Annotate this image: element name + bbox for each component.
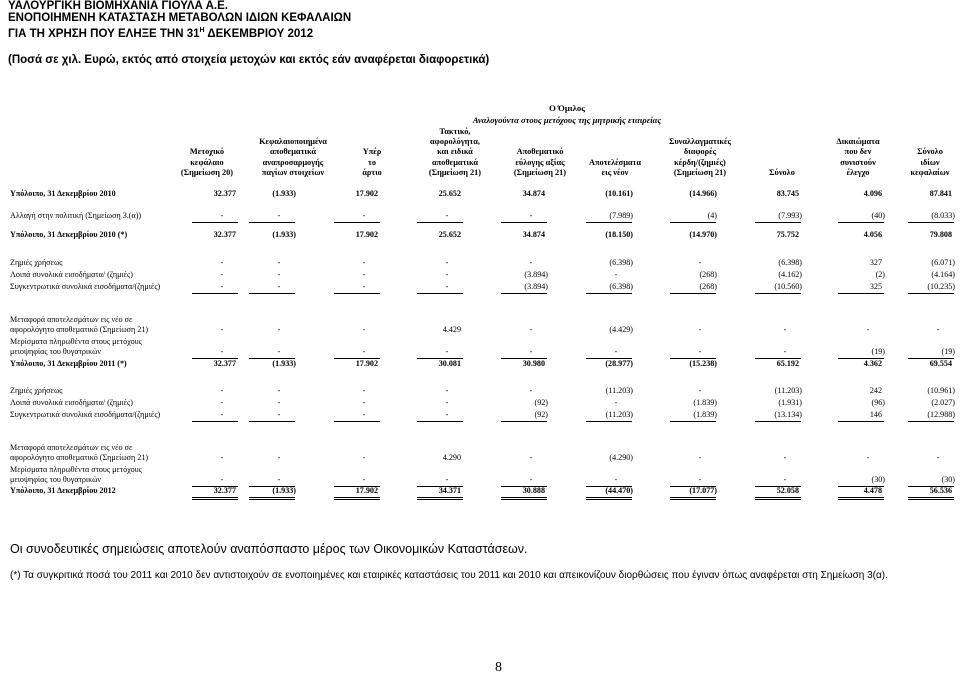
row-value: (2): [875, 270, 885, 279]
row-label-line: Υπόλοιπο, 31 Δεκεμβρίου 2012: [10, 486, 116, 495]
total-double-rule: [838, 497, 884, 498]
row-value: -: [445, 398, 449, 407]
row-value: -: [698, 347, 702, 356]
row-label-line: αφορολόγητο αποθεματικό (Σημείωση 21): [10, 325, 149, 334]
row-label-line: Ζημιές χρήσεως: [10, 258, 63, 267]
row-value: 32.377: [213, 359, 236, 368]
row-value: -: [936, 325, 940, 334]
row-value: (8.033): [931, 211, 955, 220]
row-value: 69.554: [929, 359, 952, 368]
row-value: (1.839): [693, 398, 717, 407]
row-value: (4): [707, 211, 717, 220]
column-header-line: παγίων στοιχείων: [261, 167, 325, 177]
row-value: 32.377: [213, 486, 236, 495]
subtotal-rule: [249, 222, 295, 223]
row-value: -: [698, 258, 702, 267]
row-value: (268): [699, 282, 717, 291]
column-header-line: που δεν: [844, 147, 872, 157]
row-label-line: Μεταφορά αποτελεσμάτων εις νέο σε: [10, 315, 133, 324]
row-value: (92): [534, 398, 548, 407]
row-value: -: [220, 347, 224, 356]
subtotal-rule: [192, 293, 238, 294]
column-header: [181, 147, 233, 178]
row-value: (268): [699, 270, 717, 279]
row-label-line: Αλλαγή στην πολιτική (Σημείωση 3.(α)): [10, 211, 142, 220]
row-value: (4.429): [609, 325, 633, 334]
row-value: (10.961): [927, 386, 955, 395]
column-header-line: συνιστούν: [840, 157, 876, 167]
column-header-line: εις νέον: [601, 167, 629, 177]
subtotal-rule: [908, 421, 954, 422]
row-value: 4.362: [863, 359, 882, 368]
column-header-line: (Σημείωση 21): [513, 167, 567, 177]
statement-title: ΕΝΟΠΟΙΗΜΕΝΗ ΚΑΤΑΣΤΑΣΗ ΜΕΤΑΒΟΛΩΝ ΙΔΙΩΝ ΚΕΦΑΛΑΙΩΝ: [8, 12, 352, 24]
column-header-line: Αποτελέσματα: [589, 157, 641, 167]
subtotal-rule: [838, 293, 884, 294]
row-value: (11.203): [774, 386, 802, 395]
row-value: (1.931): [778, 398, 802, 407]
row-label: [10, 465, 142, 485]
total-double-rule: [501, 499, 547, 500]
column-header-line: Υπέρ: [362, 147, 382, 157]
total-double-rule: [334, 497, 380, 498]
row-value: -: [614, 475, 618, 484]
row-label-line: Συγκεντρωτικά συνολικά εισοδήματα/(ζημιές): [10, 410, 161, 419]
column-header: [669, 137, 731, 178]
row-value: (1.933): [272, 359, 296, 368]
row-value: -: [445, 270, 449, 279]
row-value: -: [783, 475, 787, 484]
row-value: -: [277, 211, 281, 220]
row-value: (12.988): [927, 410, 955, 419]
row-label-line: Λοιπά συνολικά εισοδήματα/ (ζημιές): [10, 398, 133, 407]
row-value: 32.377: [213, 189, 236, 198]
row-value: -: [698, 475, 702, 484]
total-double-rule: [670, 499, 716, 500]
row-value: -: [529, 386, 533, 395]
subtotal-rule: [755, 293, 801, 294]
row-value: -: [362, 475, 366, 484]
row-label-line: μειοψηφίας του θυγατρικών: [10, 475, 102, 484]
row-value: -: [277, 347, 281, 356]
total-double-rule: [908, 497, 954, 498]
column-header: [514, 147, 566, 178]
row-label-line: Ζημιές χρήσεως: [10, 386, 63, 395]
total-double-rule: [192, 499, 238, 500]
period-title-main: ΓΙΑ ΤΗ ΧΡΗΣΗ ΠΟΥ ΕΛΗΞΕ ΤΗΝ 31: [8, 27, 200, 40]
row-label: [10, 258, 62, 268]
row-value: -: [783, 325, 787, 334]
row-value: -: [362, 270, 366, 279]
row-value: -: [220, 453, 224, 462]
row-value: (7.993): [778, 211, 802, 220]
row-value: -: [220, 475, 224, 484]
row-value: 327: [869, 258, 882, 267]
row-value: (3.894): [524, 282, 548, 291]
row-value: -: [362, 410, 366, 419]
row-label-line: Λοιπά συνολικά εισοδήματα/ (ζημιές): [10, 270, 133, 279]
column-header-line: κεφαλαίων: [910, 167, 950, 177]
subtotal-rule: [334, 293, 380, 294]
row-value: (17.077): [689, 486, 717, 495]
row-value: 56.536: [929, 486, 952, 495]
column-header: [769, 168, 795, 178]
row-value: (30): [871, 475, 885, 484]
column-header-line: (Σημείωση 20): [180, 167, 234, 177]
row-label-line: μειοψηφίας του θυγατρικών: [10, 347, 102, 356]
row-value: 17.902: [355, 486, 378, 495]
column-header-line: (Σημείωση 21): [428, 167, 482, 177]
row-value: -: [362, 347, 366, 356]
row-value: -: [445, 386, 449, 395]
row-value: -: [698, 386, 702, 395]
column-header: [362, 147, 382, 178]
row-value: (10.560): [774, 282, 802, 291]
total-double-rule: [755, 497, 801, 498]
row-value: -: [362, 386, 366, 395]
row-value: -: [277, 453, 281, 462]
group-subtitle: Αναλογούντα στους μετόχους της μητρικής εταιρείας: [472, 115, 662, 125]
row-value: (14.970): [689, 230, 717, 239]
row-value: 146: [869, 410, 882, 419]
row-value: (40): [871, 211, 885, 220]
row-value: -: [698, 325, 702, 334]
subtotal-rule: [192, 421, 238, 422]
row-value: -: [529, 475, 533, 484]
row-value: (6.398): [609, 258, 633, 267]
row-value: 4.096: [863, 189, 882, 198]
row-value: -: [445, 258, 449, 267]
row-label-line: Συγκεντρωτικά συνολικά εισοδήματα/(ζημιές): [10, 282, 161, 291]
row-value: (6.071): [931, 258, 955, 267]
column-header: [836, 137, 879, 178]
row-label: [10, 230, 127, 240]
subtotal-rule: [501, 293, 547, 294]
subtotal-rule: [838, 222, 884, 223]
row-value: 83.745: [776, 189, 799, 198]
period-title-tail: ΔΕΚΕΜΒΡΙΟΥ 2012: [207, 27, 314, 40]
row-value: -: [362, 398, 366, 407]
column-header-line: κέρδη/(ζημιές): [674, 157, 726, 167]
total-double-rule: [586, 497, 632, 498]
column-header-line: διαφορές: [683, 147, 717, 157]
row-label: [10, 315, 148, 335]
column-header-line: έλεγχο: [846, 167, 870, 177]
column-header-line: Συναλλαγματικές: [668, 137, 732, 147]
row-value: 34.874: [522, 230, 545, 239]
row-value: (1.839): [693, 410, 717, 419]
row-value: -: [445, 282, 449, 291]
row-value: 4.290: [442, 453, 461, 462]
subtotal-rule: [249, 421, 295, 422]
total-double-rule: [417, 499, 463, 500]
column-header-line: (Σημείωση 21): [673, 167, 727, 177]
row-value: 242: [869, 386, 882, 395]
row-value: 4.056: [863, 230, 882, 239]
row-value: 34.371: [438, 486, 461, 495]
row-value: -: [445, 211, 449, 220]
row-value: -: [220, 325, 224, 334]
column-header-line: εύλογης αξίας: [515, 157, 565, 167]
row-value: -: [220, 270, 224, 279]
row-label-line: Υπόλοιπο, 31 Δεκεμβρίου 2011 (*): [10, 359, 127, 368]
row-label-line: Μεταφορά αποτελεσμάτων εις νέο σε: [10, 443, 133, 452]
subtotal-rule: [417, 293, 463, 294]
row-value: -: [362, 282, 366, 291]
row-value: 79.808: [929, 230, 952, 239]
subtotal-rule: [755, 421, 801, 422]
subtotal-rule: [586, 222, 632, 223]
subtotal-rule: [670, 222, 716, 223]
row-value: 65.192: [776, 359, 799, 368]
row-label: [10, 337, 142, 357]
row-value: (4.164): [931, 270, 955, 279]
subtotal-rule: [586, 293, 632, 294]
row-value: 17.902: [355, 359, 378, 368]
row-value: -: [529, 211, 533, 220]
row-value: -: [445, 475, 449, 484]
row-label-line: Υπόλοιπο, 31 Δεκεμβρίου 2010 (*): [10, 230, 128, 239]
row-value: (7.989): [609, 211, 633, 220]
row-value: -: [220, 398, 224, 407]
subtotal-rule: [908, 222, 954, 223]
row-value: (96): [871, 398, 885, 407]
total-double-rule: [249, 499, 295, 500]
row-value: (28.977): [605, 359, 633, 368]
subtotal-rule: [417, 222, 463, 223]
subtotal-rule: [334, 222, 380, 223]
column-header-line: αποθεματικά: [270, 147, 316, 157]
row-value: -: [362, 211, 366, 220]
row-value: (6.398): [609, 282, 633, 291]
column-header-line: Κεφαλαιοποιημένα: [259, 137, 327, 147]
row-value: (1.933): [272, 189, 296, 198]
total-double-rule: [192, 497, 238, 498]
row-value: -: [220, 410, 224, 419]
subtotal-rule: [908, 293, 954, 294]
subtotal-rule: [192, 222, 238, 223]
row-value: -: [220, 282, 224, 291]
total-double-rule: [249, 497, 295, 498]
row-label-line: Μερίσματα πληρωθέντα στους μετόχους: [10, 337, 142, 346]
row-value: -: [614, 347, 618, 356]
column-header-line: Δικαιώματα: [836, 137, 880, 147]
row-value: -: [445, 347, 449, 356]
row-value: -: [698, 453, 702, 462]
column-header: [589, 158, 641, 178]
row-label: [10, 189, 116, 199]
row-value: 4.478: [863, 486, 882, 495]
row-value: -: [614, 270, 618, 279]
row-value: (13.134): [774, 410, 802, 419]
row-value: (2.027): [931, 398, 955, 407]
row-value: (44.470): [605, 486, 633, 495]
total-double-rule: [501, 497, 547, 498]
row-value: 325: [869, 282, 882, 291]
row-value: (3.894): [524, 270, 548, 279]
row-value: 30.888: [522, 486, 545, 495]
row-value: (19): [941, 347, 955, 356]
column-header: [429, 127, 481, 178]
row-value: -: [277, 398, 281, 407]
total-double-rule: [838, 499, 884, 500]
row-value: 30.980: [522, 359, 545, 368]
row-value: -: [362, 258, 366, 267]
column-header-line: αφορολόγητα,: [430, 137, 480, 147]
row-value: (18.150): [605, 230, 633, 239]
column-header-line: Μετοχικό: [189, 147, 225, 157]
row-value: 17.902: [355, 189, 378, 198]
row-label-line: Μερίσματα πληρωθέντα στους μετόχους: [10, 465, 142, 474]
row-label: [10, 386, 62, 396]
row-value: -: [277, 325, 281, 334]
row-value: (19): [871, 347, 885, 356]
row-label-line: αφορολόγητο αποθεματικό (Σημείωση 21): [10, 453, 149, 462]
row-label: [10, 270, 133, 280]
row-value: 75.752: [776, 230, 799, 239]
row-value: 4.429: [442, 325, 461, 334]
subtotal-rule: [755, 222, 801, 223]
row-label: [10, 398, 133, 408]
subtotal-rule: [838, 421, 884, 422]
subtotal-rule: [670, 421, 716, 422]
row-value: 32.377: [213, 230, 236, 239]
row-label: [10, 410, 160, 420]
row-value: 30.081: [438, 359, 461, 368]
row-value: (30): [941, 475, 955, 484]
column-header-line: κεφάλαιο: [190, 157, 224, 167]
subtotal-rule: [501, 421, 547, 422]
column-header-line: το: [368, 157, 376, 167]
total-double-rule: [586, 499, 632, 500]
total-double-rule: [417, 497, 463, 498]
subtotal-rule: [670, 293, 716, 294]
column-header-line: Σύνολο: [917, 147, 943, 157]
row-value: (1.933): [272, 486, 296, 495]
column-header-line: αποθεματικά: [432, 157, 478, 167]
period-title-sup: Η: [199, 27, 205, 34]
row-label: [10, 486, 116, 496]
total-double-rule: [670, 497, 716, 498]
row-label: [10, 211, 141, 221]
row-value: -: [277, 258, 281, 267]
row-value: (11.203): [605, 386, 633, 395]
row-value: (15.238): [689, 359, 717, 368]
row-value: -: [277, 270, 281, 279]
row-value: 34.874: [522, 189, 545, 198]
row-value: (1.933): [272, 230, 296, 239]
subtotal-rule: [417, 421, 463, 422]
row-value: -: [220, 211, 224, 220]
row-value: -: [445, 410, 449, 419]
group-title: Ο Όμιλος: [548, 103, 586, 113]
row-value: (11.203): [605, 410, 633, 419]
column-header-line: αναπροσαρμογής: [262, 157, 324, 167]
row-value: (4.290): [609, 453, 633, 462]
row-value: -: [220, 386, 224, 395]
row-label-line: Υπόλοιπο, 31 Δεκεμβρίου 2010: [10, 189, 116, 198]
row-value: -: [529, 258, 533, 267]
column-header: [259, 137, 327, 178]
total-double-rule: [755, 499, 801, 500]
row-value: -: [277, 475, 281, 484]
row-value: -: [529, 347, 533, 356]
units-note: (Ποσά σε χιλ. Ευρώ, εκτός από στοιχεία μετοχών και εκτός εάν αναφέρεται διαφορετικά): [8, 54, 490, 66]
row-value: -: [529, 453, 533, 462]
column-header-line: Τακτικό,: [439, 127, 471, 136]
row-value: (10.235): [927, 282, 955, 291]
row-value: -: [783, 347, 787, 356]
period-title: [8, 24, 313, 41]
subtotal-rule: [249, 293, 295, 294]
row-value: 87.841: [929, 189, 952, 198]
column-header-line: Σύνολο: [769, 167, 795, 177]
row-value: -: [362, 453, 366, 462]
row-value: (92): [534, 410, 548, 419]
row-value: 52.058: [776, 486, 799, 495]
row-value: -: [866, 325, 870, 334]
subtotal-rule: [586, 421, 632, 422]
row-value: -: [277, 410, 281, 419]
row-value: -: [529, 325, 533, 334]
column-header: [910, 147, 949, 178]
row-value: 25.652: [438, 189, 461, 198]
row-value: 25.652: [438, 230, 461, 239]
subtotal-rule: [501, 222, 547, 223]
integral-notes-statement: Οι συνοδευτικές σημειώσεις αποτελούν αναπόσπαστο μέρος των Οικονομικών Καταστάσεων.: [10, 542, 528, 556]
row-value: (10.161): [605, 189, 633, 198]
row-value: -: [783, 453, 787, 462]
row-value: -: [277, 386, 281, 395]
row-value: 17.902: [355, 230, 378, 239]
column-header-line: ιδίων: [920, 157, 940, 167]
row-label: [10, 359, 127, 369]
total-double-rule: [334, 499, 380, 500]
total-double-rule: [908, 499, 954, 500]
subtotal-rule: [334, 421, 380, 422]
page-number: 8: [495, 660, 502, 675]
row-label: [10, 282, 160, 292]
column-header-line: και ειδικά: [437, 147, 473, 157]
row-label: [10, 443, 148, 463]
row-value: -: [362, 325, 366, 334]
row-value: (14.966): [689, 189, 717, 198]
row-value: -: [220, 258, 224, 267]
column-header-line: Αποθεματικό: [516, 147, 564, 157]
row-value: -: [866, 453, 870, 462]
company-title: ΥΑΛΟΥΡΓΙΚΗ ΒΙΟΜΗΧΑΝΙΑ ΓΙΟΥΛΑ Α.Ε.: [8, 0, 228, 12]
row-value: -: [614, 398, 618, 407]
row-value: (6.398): [778, 258, 802, 267]
row-value: -: [936, 453, 940, 462]
restatement-footnote: (*) Τα συγκριτικά ποσά του 2011 και 2010 δεν αντιστοιχούν σε ενοποιημένες και εταιρικές καταστάσεις του 2011 και 2010 και απεικονίζουν διορθώσεις που έγιναν όπως αναφέρεται στη Σημείωση 3(α).: [10, 570, 888, 581]
row-value: -: [277, 282, 281, 291]
row-value: (4.162): [778, 270, 802, 279]
column-header-line: άρτιο: [362, 167, 382, 177]
